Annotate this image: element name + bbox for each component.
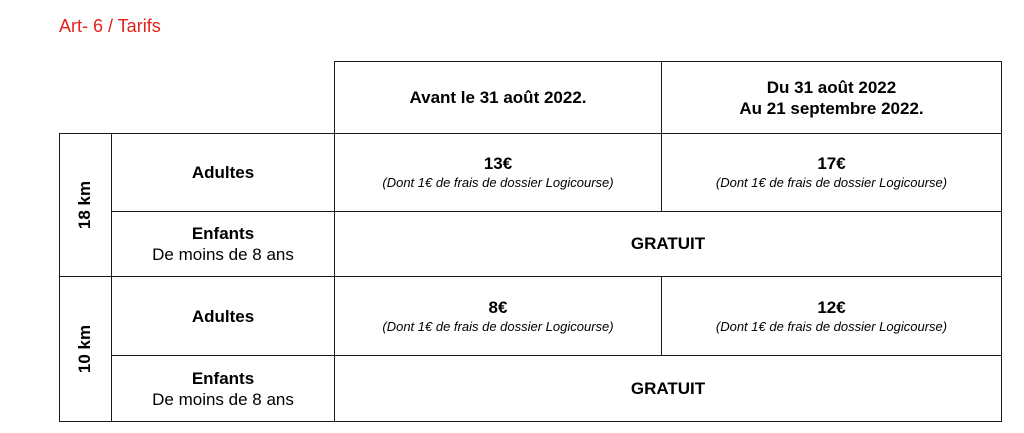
- column-header-period: [661, 61, 1002, 134]
- price-cell-10km-before: [334, 276, 662, 356]
- category-children-sublabel: De moins de 8 ans: [152, 245, 294, 264]
- category-adults-18km: [111, 133, 335, 212]
- price-value: 13€: [483, 154, 513, 173]
- category-adults-10km: [111, 276, 335, 356]
- category-children-sublabel: De moins de 8 ans: [152, 389, 294, 409]
- price-cell-18km-before: [334, 133, 662, 212]
- section-heading: Art- 6 / Tarifs: [59, 16, 161, 36]
- free-label: GRATUIT: [630, 234, 706, 253]
- price-cell-18km-period: [661, 133, 1002, 212]
- free-label: GRATUIT: [630, 378, 706, 398]
- fee-note: (Dont 1€ de frais de dossier Logicourse): [715, 175, 948, 190]
- column-header-period-line2: Au 21 septembre 2022.: [739, 98, 924, 118]
- category-children-label: Enfants: [191, 368, 255, 388]
- free-cell-18km: [334, 211, 1002, 277]
- category-children-10km: [111, 355, 335, 422]
- price-value: 12€: [817, 297, 846, 317]
- free-cell-10km: [334, 355, 1002, 422]
- price-cell-10km-period: [661, 276, 1002, 356]
- race-label-18km: [59, 133, 112, 277]
- race-distance-label: 10 km: [75, 324, 95, 374]
- category-adults-label: Adultes: [191, 306, 255, 326]
- category-children-18km: [111, 211, 335, 277]
- fee-note: (Dont 1€ de frais de dossier Logicourse): [382, 175, 614, 190]
- column-header-before-label: Avant le 31 août 2022.: [409, 88, 587, 107]
- fee-note: (Dont 1€ de frais de dossier Logicourse): [715, 318, 948, 334]
- fee-note: (Dont 1€ de frais de dossier Logicourse): [382, 318, 614, 334]
- category-children-label: Enfants: [191, 224, 255, 243]
- race-distance-label: 18 km: [75, 180, 95, 230]
- race-label-10km: [59, 276, 112, 422]
- price-value: 17€: [817, 154, 846, 173]
- price-value: 8€: [488, 297, 508, 317]
- category-adults-label: Adultes: [191, 163, 255, 182]
- column-header-before: [334, 61, 662, 134]
- column-header-period-line1: Du 31 août 2022: [766, 77, 897, 97]
